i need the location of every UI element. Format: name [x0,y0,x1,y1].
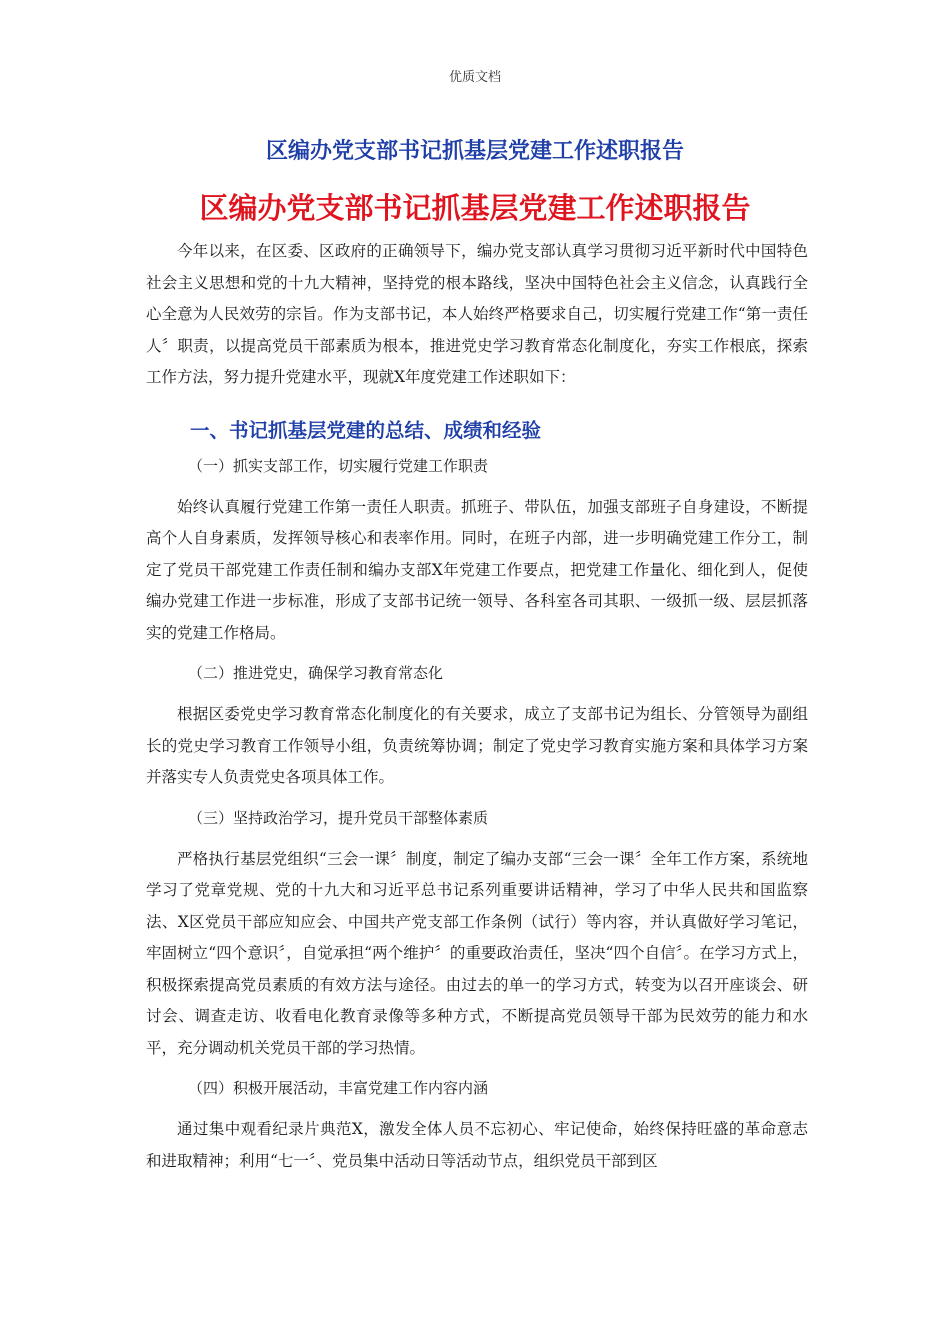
subsection-heading-3: （三）坚持政治学习，提升党员干部整体素质 [188,808,489,827]
subsection-heading-1: （一）抓实支部工作，切实履行党建工作职责 [188,456,489,475]
subsection-heading-2: （二）推进党史，确保学习教育常态化 [188,664,444,682]
document-body [146,236,808,1177]
paragraph-2: 根据区委党史学习教育常态化制度化的有关要求，成立了支部书记为组长、分管领导为副组长的党史学习教育工作领导小组，负责统筹协调；制定了党史学习教育实施方案和具体学习方案并落实专人负责党史各项具体工作。 [146,705,808,786]
intro-paragraph: 今年以来，在区委、区政府的正确领导下，编办党支部认真学习贯彻习近平新时代中国特色社会主义思想和党的十九大精神，坚持党的根本路线，坚决中国特色社会主义信念，认真践行全心全意为人民效劳的宗旨。作为支部书记，本人始终严格要求自己，切实履行党建工作“第一责任人〞职责，以提高党员干部素质为根本，推进党史学习教育常态化制度化，夯实工作根底，探索工作方法，努力提升党建水平，现就X年度党建工作述职如下： [146,242,808,386]
subsection-heading-4: （四）积极开展活动，丰富党建工作内容内涵 [188,1079,489,1097]
document-title-blue: 区编办党支部书记抓基层党建工作述职报告 [265,139,684,164]
section-heading: 一、书记抓基层党建的总结、成绩和经验 [190,418,542,442]
paragraph-3: 严格执行基层党组织“三会一课〞制度，制定了编办支部“三会一课〞全年工作方案，系统地学习了党章党规、党的十九大和习近平总书记系列重要讲话精神，学习了中华人民共和国监察法、X区党员干部应知应会、中国共产党支部工作条例（试行）等内容，并认真做好学习笔记，牢固树立“四个意识〞，自觉承担“两个维护〞的重要政治责任，坚决“四个自信〞。在学习方式上，积极探索提高党员素质的有效方法与途径。由过去的单一的学习方式，转变为以召开座谈会、研讨会、调查走访、收看电化教育录像等多种方式，不断提高党员领导干部为民效劳的能力和水平，充分调动机关党员干部的学习热情。 [146,849,808,1057]
document-title-red: 区编办党支部书记抓基层党建工作述职报告 [199,191,751,225]
paragraph-1: 始终认真履行党建工作第一责任人职责。抓班子、带队伍，加强支部班子自身建设，不断提高个人自身素质，发挥领导核心和表率作用。同时，在班子内部，进一步明确党建工作分工，制定了党员干部党建工作责任制和编办支部X年党建工作要点，把党建工作量化、细化到人，促使编办党建工作进一步标准，形成了支部书记统一领导、各科室各司其职、一级抓一级、层层抓落实的党建工作格局。 [146,497,808,642]
document-header-label: 优质文档 [448,70,501,85]
paragraph-4: 通过集中观看纪录片典范X，激发全体人员不忘初心、牢记使命，始终保持旺盛的革命意志和进取精神；利用“七一〞、党员集中活动日等活动节点，组织党员干部到区 [146,1120,808,1170]
